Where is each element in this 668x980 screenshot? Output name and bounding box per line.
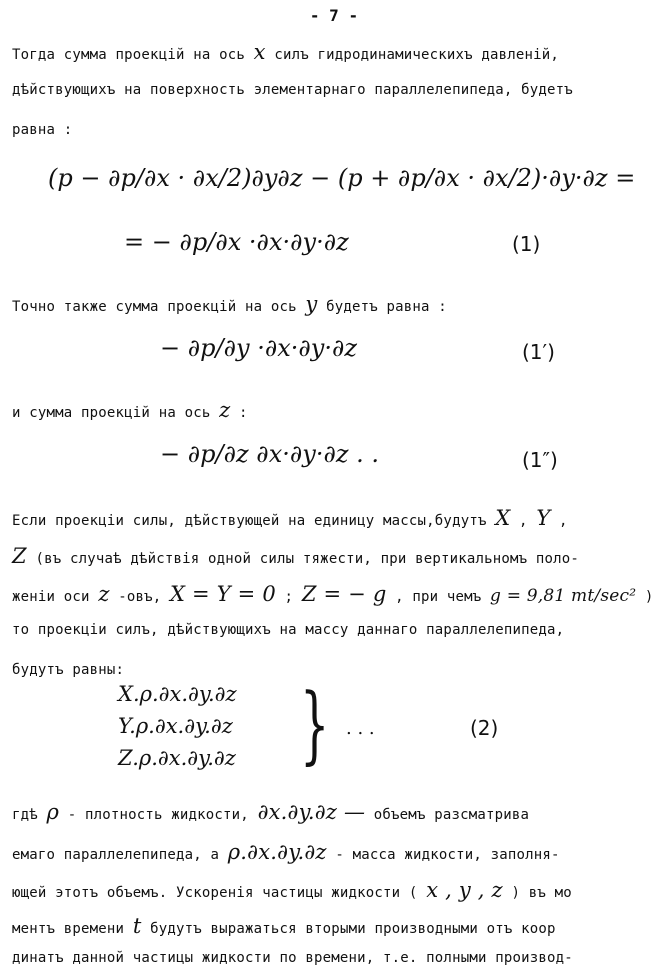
text-segment: объемъ разсматрива <box>373 807 530 823</box>
equation-2-row-x: X.ρ.∂x.∂y.∂z <box>118 682 237 706</box>
equation-1-prime: − ∂p/∂y ·∂x·∂y·∂z <box>160 334 358 362</box>
text-line-11 <box>12 800 529 824</box>
variable-Z: Z <box>12 544 27 568</box>
text-segment: будетъ равна : <box>326 299 447 315</box>
variable-X: X <box>495 506 511 530</box>
text-line-7 <box>12 544 579 568</box>
text-line-8 <box>12 582 654 606</box>
equation-2-row-y: Y.ρ.∂x.∂y.∂z <box>118 714 233 738</box>
variable-Y: Y <box>536 506 551 530</box>
text-segment: гдѣ <box>12 807 38 823</box>
equation-2-row-z: Z.ρ.∂x.∂y.∂z <box>118 746 236 770</box>
equation-1-label: (1) <box>512 232 541 256</box>
variable-z: z <box>98 582 110 606</box>
text-segment: - масса жидкости, заполня- <box>335 847 560 863</box>
separator: , <box>519 513 528 529</box>
text-line-4 <box>12 292 447 316</box>
text-segment: : <box>239 405 248 421</box>
text-segment: ; <box>284 589 294 605</box>
equation-1-line-2: = − ∂p/∂x ·∂x·∂y·∂z <box>124 228 349 256</box>
text-segment: емаго параллелепипеда, а <box>12 847 220 863</box>
equation-2-dots: . . . <box>346 718 375 739</box>
text-segment: - плотность жидкости, <box>67 807 249 823</box>
page-number: - 7 - <box>309 6 359 25</box>
text-line-9: то проекціи силъ, дѣйствующихъ на массу даннаго параллелепипеда, <box>12 622 565 638</box>
variable-y: y <box>305 292 318 316</box>
text-segment: ющей этотъ объемъ. Ускоренія частицы жидкости ( <box>12 885 418 901</box>
variable-z: z <box>219 398 231 422</box>
equation-2-label: (2) <box>470 716 499 740</box>
text-segment: (въ случаѣ дѣйствія одной силы тяжести, при вертикальномъ поло- <box>35 551 580 567</box>
variable-x: x <box>253 40 266 64</box>
equation-1-prime-label: (1′) <box>522 340 555 364</box>
text-segment: силъ гидродинамическихъ давленій, <box>274 47 560 63</box>
text-line-10: будутъ равны: <box>12 662 125 678</box>
text-segment: ментъ времени <box>12 921 125 937</box>
volume-expression: ∂x.∂y.∂z — <box>257 800 366 824</box>
separator: , <box>559 513 568 529</box>
text-line-6 <box>12 506 568 530</box>
text-segment: будутъ выражаться вторыми производными отъ коор <box>150 921 556 937</box>
text-line-14 <box>12 914 556 938</box>
gravity-value: g = 9,81 mt/sec² <box>490 586 637 606</box>
text-line-5 <box>12 398 248 422</box>
text-line-1 <box>12 40 559 64</box>
mass-expression: ρ.∂x.∂y.∂z <box>227 840 327 864</box>
text-line-13 <box>12 878 572 902</box>
equation-2-brace: } <box>300 675 330 773</box>
text-segment: , при чемъ <box>395 589 482 605</box>
text-segment: и сумма проекцій на ось <box>12 405 211 421</box>
condition-z-minus-g: Z = − g <box>301 582 387 606</box>
text-segment: Тогда сумма проекцій на ось <box>12 47 245 63</box>
text-line-12 <box>12 840 560 864</box>
text-line-3: равна : <box>12 122 73 138</box>
equation-1-double-prime: − ∂p/∂z ∂x·∂y·∂z . . <box>160 440 380 468</box>
coordinate-variables: x , y , z <box>426 878 503 902</box>
text-segment: Если проекціи силы, дѣйствующей на единицу массы,будутъ <box>12 513 487 529</box>
text-segment: Точно также сумма проекцій на ось <box>12 299 297 315</box>
variable-t: t <box>132 914 142 938</box>
text-segment: женіи оси <box>12 589 90 605</box>
text-segment: -овъ, <box>118 589 162 605</box>
text-segment: ) въ мо <box>511 885 572 901</box>
text-segment: ) <box>644 589 654 605</box>
equation-1-line-1: (p − ∂p/∂x · ∂x/2)∂y∂z − (p + ∂p/∂x · ∂x/2)·∂y·∂z = <box>48 164 636 192</box>
equation-1-double-prime-label: (1″) <box>522 448 558 472</box>
variable-rho: ρ <box>46 800 60 824</box>
condition-xy-zero: X = Y = 0 <box>170 582 276 606</box>
text-line-2: дѣйствующихъ на поверхность элементарнаго параллелепипеда, будетъ <box>12 82 573 98</box>
text-line-15: динатъ данной частицы жидкости по времени, т.е. полными производ- <box>12 950 573 966</box>
